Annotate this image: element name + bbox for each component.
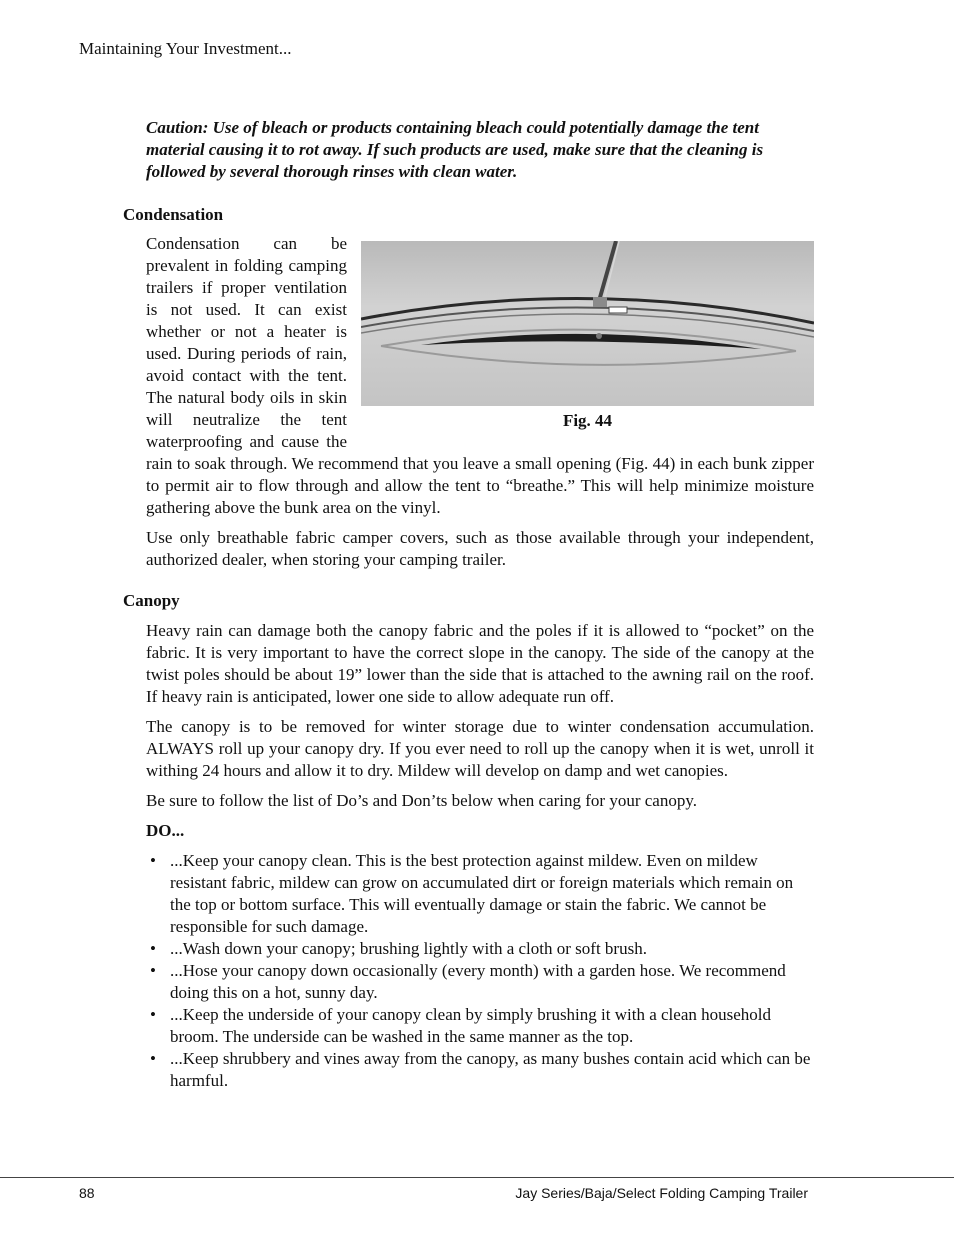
running-header: Maintaining Your Investment...	[79, 39, 292, 58]
figure-caption: Fig. 44	[562, 411, 613, 430]
condensation-heading: Condensation	[123, 205, 224, 224]
canopy-section	[146, 620, 814, 1092]
footer-rule	[0, 1177, 954, 1178]
canopy-paragraph-2: The canopy is to be removed for winter storage due to winter condensation accumulation. ALWAYS roll up your canopy dry. If you ever need to roll up the canopy when it is wet, unroll it withing 24 hours and allow it to dry. Mildew will develop on damp and wet canopies.	[146, 717, 814, 780]
list-item: • ...Hose your canopy down occasionally (every month) with a garden hose. We recommend doing this on a hot, sunny day.	[150, 961, 786, 1002]
canopy-paragraph-1: Heavy rain can damage both the canopy fabric and the poles if it is allowed to “pocket” on the fabric. It is very important to have the correct slope in the canopy. The side of the canopy at the twist poles should be about 19” lower than the side that is attached to the awning rail on the roof. If heavy rain is anticipated, lower one side to allow adequate run off.	[146, 621, 814, 706]
caution-note: Caution: Use of bleach or products containing bleach could potentially damage the tent material causing it to rot away. If such products are used, make sure that the cleaning is followed by several thorough rinses with clean water.	[146, 118, 764, 181]
list-item: • ...Keep shrubbery and vines away from the canopy, as many bushes contain acid which can be harmful.	[150, 1049, 811, 1090]
condensation-paragraph-2: Use only breathable fabric camper covers, such as those available through your independent, authorized dealer, when storing your camping trailer.	[146, 528, 814, 569]
list-item: • ...Keep your canopy clean. This is the best protection against mildew. Even on mildew resistant fabric, mildew can grow on accumulated dirt or foreign materials which remain on the top or bottom surface. This will eventually damage or stain the fabric. We cannot be responsible for such damage.	[150, 851, 794, 936]
page-number: 88	[79, 1185, 95, 1201]
canopy-paragraph-3: Be sure to follow the list of Do’s and Don’ts below when caring for your canopy.	[146, 791, 697, 810]
manual-title: Jay Series/Baja/Select Folding Camping Trailer	[515, 1185, 808, 1201]
list-item: • ...Wash down your canopy; brushing lightly with a cloth or soft brush.	[150, 939, 647, 958]
condensation-paragraph-1: Condensation can be prevalent in folding camping trailers if proper ventilation is not used. It can exist whether or not a heater is used. During periods of rain, avoid contact with the tent. The natural body oils in skin will neutralize the tent waterproofing and cause the rain to soak through. We recommend that you leave a small opening (Fig. 44) in each bunk zipper to permit air to flow through and allow the tent to “breathe.” This will help minimize moisture gathering above the bunk area on the vinyl.	[146, 234, 814, 517]
do-heading: DO...	[146, 821, 185, 840]
canopy-heading: Canopy	[123, 591, 180, 610]
condensation-section	[146, 233, 814, 571]
do-list	[146, 850, 814, 1092]
figure-44	[361, 241, 814, 432]
list-item: • ...Keep the underside of your canopy clean by simply brushing it with a clean household broom. The underside can be washed in the same manner as the top.	[150, 1005, 771, 1046]
bunk-zipper-photo	[361, 241, 814, 406]
